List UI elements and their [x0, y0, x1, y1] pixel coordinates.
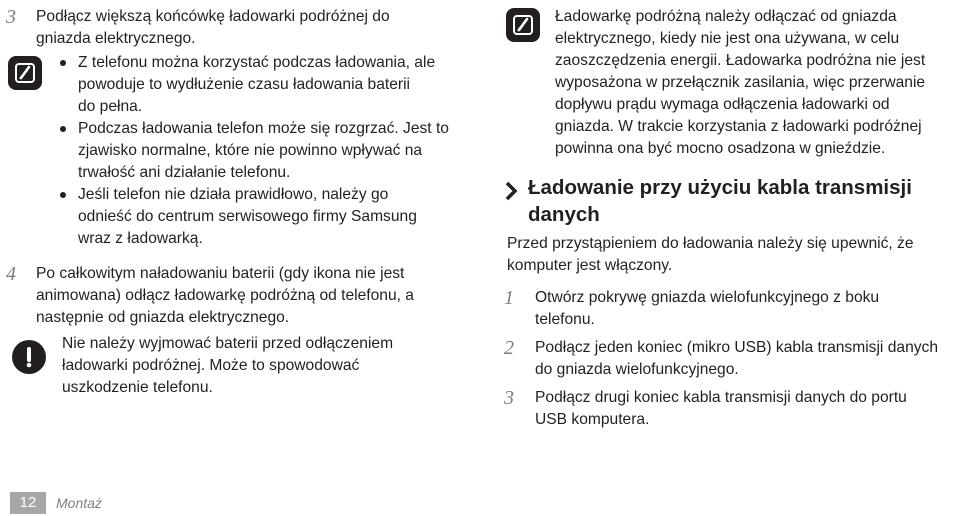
intro-text: Przed przystąpieniem do ładowania należy się upewnić, że komputer jest włączony.: [507, 235, 914, 274]
step-number: 3: [504, 387, 514, 409]
warning-text: Nie należy wyjmować baterii przed odłączeniem ładowarki podróżnej. Może to spowodować uszkodzenie telefonu.: [62, 335, 394, 396]
list-item: Podczas ładowania telefon może się rozgrzać. Jest to zjawisko normalne, które nie powinno wpływać na trwałość ani działanie telefonu.: [56, 118, 456, 184]
bullet-list: [56, 52, 456, 250]
bullet-dot: [60, 60, 66, 66]
step-text: Po całkowitym naładowaniu baterii (gdy ikona nie jest animowana) odłącz ładowarkę podróżną od telefonu, a następnie od gniazda elektrycznego.: [36, 265, 414, 326]
section-label: Montaż: [56, 495, 102, 511]
bullet-dot: [60, 192, 66, 198]
chevron-right-icon: [504, 180, 520, 202]
step-number: 4: [6, 263, 16, 285]
list-item: Z telefonu można korzystać podczas ładowania, ale powoduje to wydłużenie czasu ładowania baterii do pełna.: [56, 52, 456, 118]
note-pencil-icon: [8, 56, 42, 90]
step-text: Podłącz większą końcówkę ładowarki podróżnej do gniazda elektrycznego.: [36, 8, 390, 47]
page-number: 12: [10, 492, 46, 514]
exclamation-icon: [12, 340, 46, 374]
step-text: Podłącz jeden koniec (mikro USB) kabla transmisji danych do gniazda wielofunkcyjnego.: [535, 339, 939, 378]
step-text: Podłącz drugi koniec kabla transmisji danych do portu USB komputera.: [535, 389, 907, 428]
step-text: Otwórz pokrywę gniazda wielofunkcyjnego z boku telefonu.: [535, 289, 880, 328]
step-number: 2: [504, 337, 514, 359]
section-title: Ładowanie przy użyciu kabla transmisji danych: [528, 176, 912, 226]
step-number: 1: [504, 287, 514, 309]
list-item: Jeśli telefon nie działa prawidłowo, należy go odnieść do centrum serwisowego firmy Samsung wraz z ładowarką.: [56, 184, 456, 250]
left-column: [0, 0, 470, 516]
note-pencil-icon: [506, 8, 540, 42]
right-column: [478, 0, 960, 516]
step-number: 3: [6, 6, 16, 28]
bullet-dot: [60, 126, 66, 132]
note-text: Ładowarkę podróżną należy odłączać od gniazda elektrycznego, kiedy nie jest ona używana, w celu zaoszczędzenia energii. Ładowarka podróżna nie jest wyposażona w przełącznik zasilania, więc przerwanie dopływu prądu wymaga odłączenia ładowarki od gniazda. W trakcie korzystania z ładowarki podróżnej powinna ona być mocno osadzona w gnieździe.: [555, 8, 926, 157]
